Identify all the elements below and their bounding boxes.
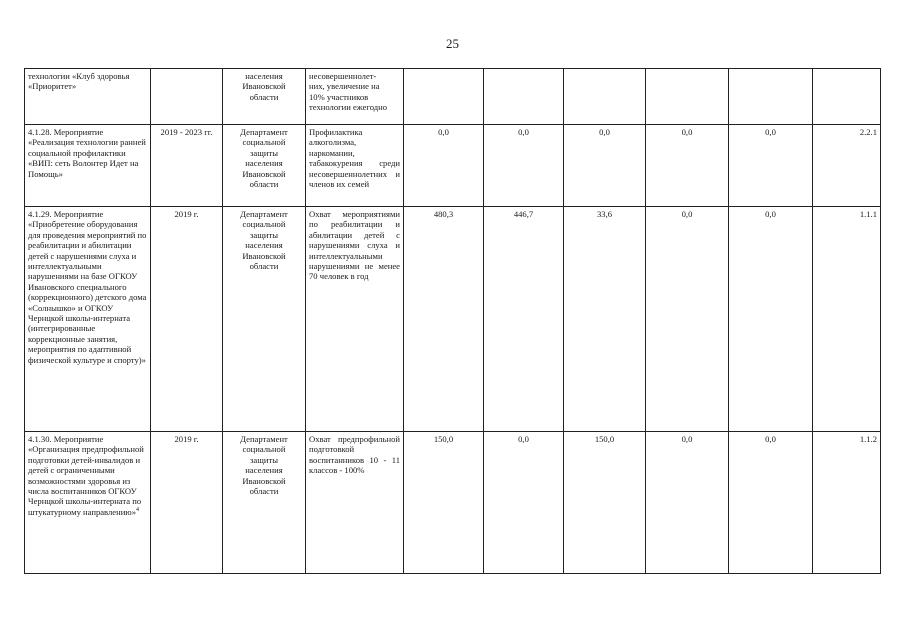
measure-name-cell: 4.1.29. Мероприятие «Приобретение оборудования для проведения мероприятий по реабилитации и абилитации детей с нарушениями слуха и интеллектуальными нарушениями на базе ОГКОУ Ивановского специального (коррекционного) детского дома «Солнышко» и ОГКОУ Чернцкой школы-интерната (интегрированные коррекционные занятия, мероприятия по адаптивной физической культуре и спорту)»: [25, 207, 151, 432]
measure-name-cell: 4.1.28. Мероприятие «Реализация технологии ранней социальной профилактики «ВИП: сеть Волонтер Идет на Помощь»: [25, 125, 151, 207]
value-cell: 0,0: [404, 125, 484, 207]
indicator-code-cell: [813, 69, 881, 125]
value-cell: 150,0: [564, 432, 646, 574]
executor-cell: Департамент социальной защиты населения Ивановской области: [223, 432, 306, 574]
result-cell: несовершеннолет- них, увеличение на 10% участников технологии ежегодно: [306, 69, 404, 125]
program-table: [24, 68, 881, 574]
value-cell: 0,0: [646, 125, 729, 207]
value-cell: [564, 69, 646, 125]
measure-name-cell: 4.1.30. Мероприятие «Организация предпрофильной подготовки детей-инвалидов и детей с ограниченными возможностями здоровья из числа воспитанников ОГКОУ Чернцкой школы-интерната по штукатурному направлению»$^4$: [25, 432, 151, 574]
value-cell: [404, 69, 484, 125]
value-cell: 0,0: [729, 432, 813, 574]
indicator-code-cell: 1.1.1: [813, 207, 881, 432]
result-cell: Профилактика алкоголизма, наркомании, табакокурения среди несовершеннолетних и членов их семей: [306, 125, 404, 207]
value-cell: [729, 69, 813, 125]
period-cell: 2019 - 2023 гг.: [151, 125, 223, 207]
value-cell: 0,0: [646, 207, 729, 432]
indicator-code-cell: 2.2.1: [813, 125, 881, 207]
value-cell: 150,0: [404, 432, 484, 574]
period-cell: [151, 69, 223, 125]
executor-cell: Департамент социальной защиты населения Ивановской области: [223, 207, 306, 432]
value-cell: 33,6: [564, 207, 646, 432]
table-row: [25, 207, 881, 432]
executor-cell: населения Ивановской области: [223, 69, 306, 125]
value-cell: [646, 69, 729, 125]
value-cell: 446,7: [484, 207, 564, 432]
indicator-code-cell: 1.1.2: [813, 432, 881, 574]
value-cell: [484, 69, 564, 125]
value-cell: 0,0: [646, 432, 729, 574]
measure-name-cell: технологии «Клуб здоровья «Приоритет»: [25, 69, 151, 125]
value-cell: 0,0: [729, 207, 813, 432]
value-cell: 480,3: [404, 207, 484, 432]
value-cell: 0,0: [729, 125, 813, 207]
table-row: [25, 125, 881, 207]
table-row: [25, 69, 881, 125]
period-cell: 2019 г.: [151, 432, 223, 574]
page-number: 25: [446, 36, 459, 51]
footnote-mark: 4: [136, 506, 140, 513]
value-cell: 0,0: [484, 432, 564, 574]
value-cell: 0,0: [484, 125, 564, 207]
result-cell: Охват предпрофильной подготовкой воспитанников 10 - 11 классов - 100%: [306, 432, 404, 574]
value-cell: 0,0: [564, 125, 646, 207]
result-cell: Охват мероприятиями по реабилитации и абилитации детей с нарушениями слуха и интеллектуальными нарушениями не менее 70 человек в год: [306, 207, 404, 432]
period-cell: 2019 г.: [151, 207, 223, 432]
executor-cell: Департамент социальной защиты населения Ивановской области: [223, 125, 306, 207]
table-row: [25, 432, 881, 574]
